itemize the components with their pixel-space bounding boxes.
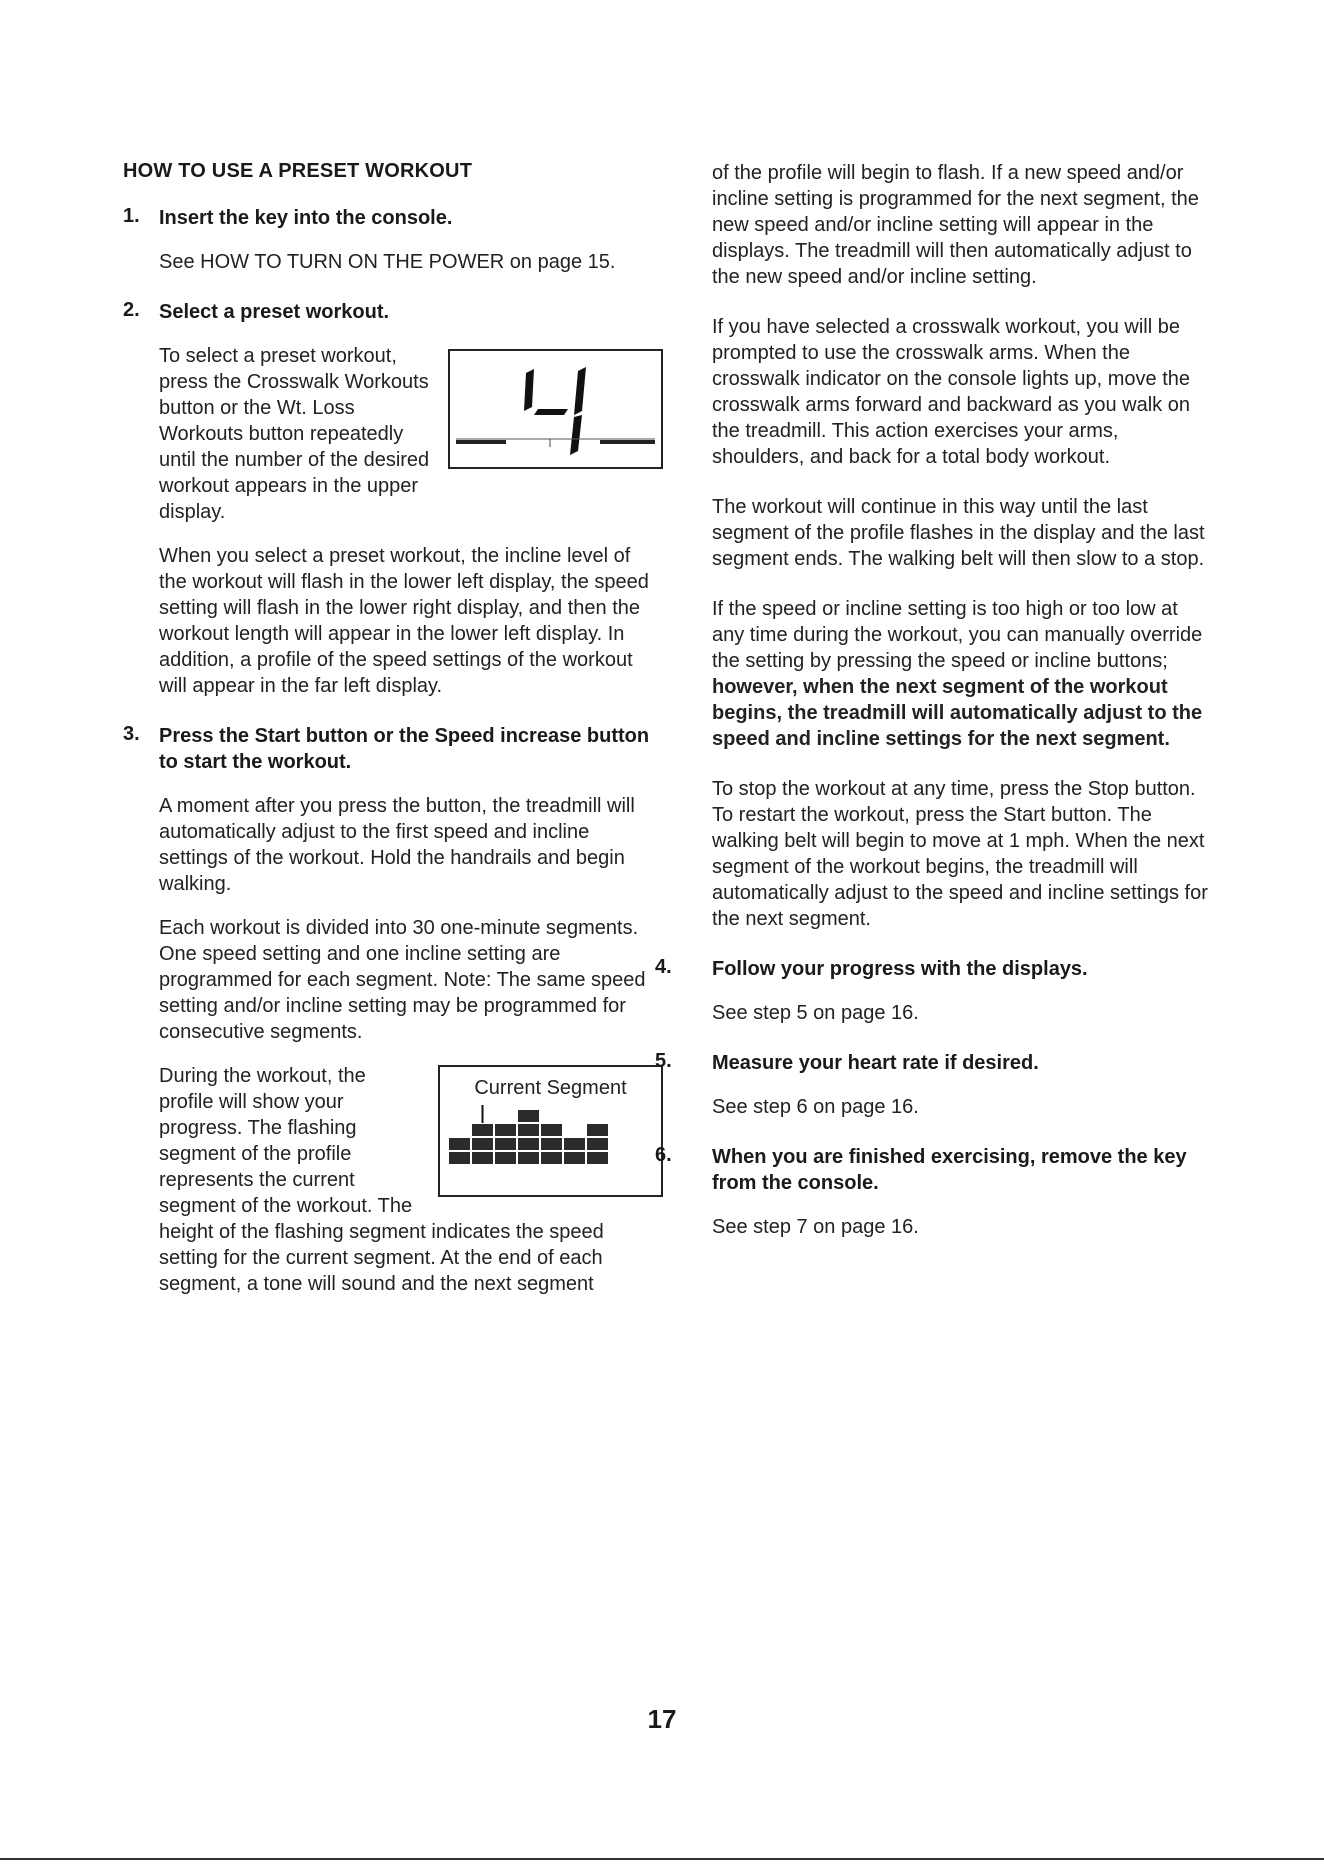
- profile-bar-cell: [472, 1124, 493, 1136]
- step-body: Each workout is divided into 30 one-minute segments. One speed setting and one incline setting are programmed for each segment. Note: The same speed setting and/or incline setting may be programmed for consecutive segments.: [159, 917, 646, 1043]
- step-title: Press the Start button or the Speed increase button to start the workout.: [159, 725, 650, 773]
- profile-bar-cell: [518, 1138, 539, 1150]
- step-title: Insert the key into the console.: [159, 207, 453, 229]
- current-segment-label: Current Segment: [474, 1077, 627, 1099]
- profile-bar-cell: [472, 1152, 493, 1164]
- profile-bar-cell: [564, 1138, 585, 1150]
- profile-bar-cell: [541, 1138, 562, 1150]
- paragraph: If you have selected a crosswalk workout, you will be prompted to use the crosswalk arms. When the crosswalk indicator on the console lights up, move the crosswalk arms forward and backward as you walk on the treadmill. This action exercises your arms, shoulders, and back for a total body workout.: [712, 316, 1191, 468]
- step-body: See HOW TO TURN ON THE POWER on page 15.: [159, 251, 616, 273]
- upper-display-figure: [448, 349, 663, 469]
- step-body: A moment after you press the button, the treadmill will automatically adjust to the first speed and incline settings of the workout. Hold the handrails and begin walking.: [159, 795, 635, 895]
- profile-bar-cell: [587, 1138, 608, 1150]
- profile-bar-cell: [495, 1152, 516, 1164]
- profile-bar-cell: [472, 1138, 493, 1150]
- step-5: [655, 1050, 1215, 1120]
- step-body: See step 7 on page 16.: [712, 1216, 919, 1238]
- step-number: 5.: [655, 1050, 672, 1072]
- step-body: To select a preset workout, press the Crosswalk Workouts button or the Wt. Loss Workouts button repeatedly until the number of the desired workout appears in the upper display.: [159, 345, 430, 523]
- step-body: See step 5 on page 16.: [712, 1002, 919, 1024]
- profile-bar-cell: [518, 1152, 539, 1164]
- step-title: When you are finished exercising, remove the key from the console.: [712, 1146, 1187, 1194]
- profile-bar-cell: [564, 1152, 585, 1164]
- profile-bar-cell: [518, 1110, 539, 1122]
- profile-bar-cell: [541, 1152, 562, 1164]
- step-3: [123, 723, 663, 1297]
- step-body: See step 6 on page 16.: [712, 1096, 919, 1118]
- step-body: During the workout, the profile will show your progress. The flashing segment of the profile represents the current segment of the workout. The height of the flashing segment indicates the speed setting for the current segment. At the end of each segment, a tone will sound and the next segment: [159, 1065, 604, 1295]
- paragraph: The workout will continue in this way until the last segment of the profile flashes in the display and the last segment ends. The walking belt will then slow to a stop.: [712, 496, 1205, 570]
- paragraph-with-emphasis: [712, 596, 1215, 752]
- left-column: [123, 160, 663, 1297]
- step-number: 4.: [655, 956, 672, 978]
- bold-text: however, when the next segment of the workout begins, the treadmill will automatically adjust to the speed and incline settings for the next segment.: [712, 676, 1203, 750]
- step-6: [655, 1144, 1215, 1240]
- step-number: 6.: [655, 1144, 672, 1166]
- profile-bar-cell: [587, 1152, 608, 1164]
- step-title: Follow your progress with the displays.: [712, 958, 1088, 980]
- step-number: 3.: [123, 723, 140, 745]
- profile-chart: [440, 1067, 661, 1195]
- step-number: 1.: [123, 205, 140, 227]
- profile-display-figure: [438, 1065, 663, 1197]
- plain-text: If the speed or incline setting is too high or too low at any time during the workout, you can manually override the setting by pressing the speed or incline buttons;: [712, 598, 1203, 672]
- paragraph: To stop the workout at any time, press the Stop button. To restart the workout, press the Start button. The walking belt will begin to move at 1 mph. When the next segment of the workout begins, the treadmill will automatically adjust to the speed and incline settings for the next segment.: [712, 778, 1208, 930]
- profile-bar-cell: [449, 1138, 470, 1150]
- profile-bar-cell: [518, 1124, 539, 1136]
- profile-bar-cell: [541, 1124, 562, 1136]
- paragraph: of the profile will begin to flash. If a new speed and/or incline setting is programmed for the next segment, the new speed and/or incline setting will appear in the displays. The treadmill will then automatically adjust to the new speed and/or incline setting.: [712, 162, 1199, 288]
- step-1: [123, 205, 663, 275]
- section-heading: HOW TO USE A PRESET WORKOUT: [123, 160, 473, 182]
- bottom-rule: [0, 1858, 1324, 1860]
- profile-bar-cell: [449, 1152, 470, 1164]
- profile-bar-cell: [495, 1138, 516, 1150]
- step-title: Measure your heart rate if desired.: [712, 1052, 1039, 1074]
- profile-bar-cell: [495, 1124, 516, 1136]
- step-title: Select a preset workout.: [159, 301, 390, 323]
- step-4: [655, 956, 1215, 1026]
- page-number: 17: [647, 1704, 677, 1734]
- step-number: 2.: [123, 299, 140, 321]
- step-2: [123, 299, 663, 699]
- step-body: When you select a preset workout, the incline level of the workout will flash in the lower left display, the speed setting will flash in the lower right display, and then the workout length will appear in the lower left display. In addition, a profile of the speed settings of the workout will appear in the far left display.: [159, 545, 649, 697]
- seven-segment-digit: [450, 351, 661, 467]
- right-column: [655, 160, 1215, 1240]
- profile-bar-cell: [587, 1124, 608, 1136]
